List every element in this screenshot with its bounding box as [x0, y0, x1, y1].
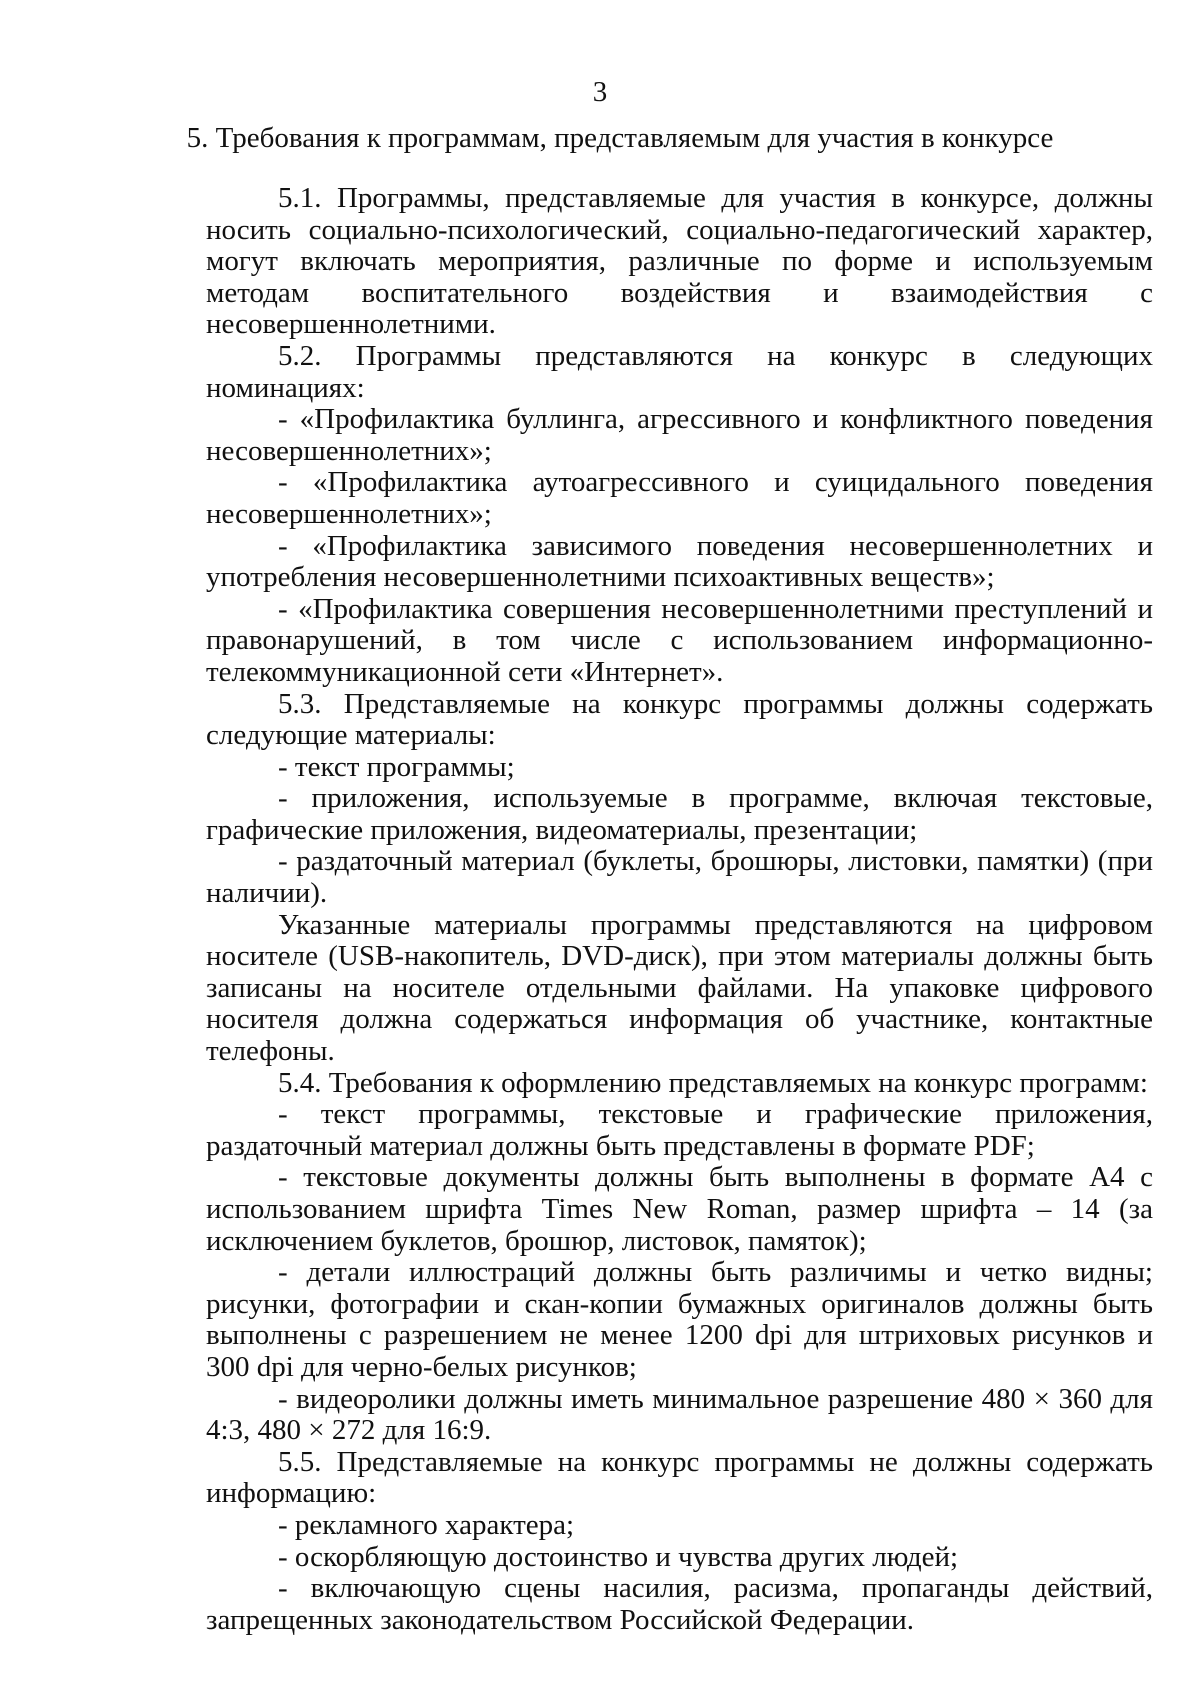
paragraph-5-4: 5.4. Требования к оформлению представляемых на конкурс программ: [278, 1066, 1148, 1099]
list-item-attachments: - приложения, используемые в программе, включая текстовые, графические приложения, видеоматериалы, презентации; [206, 782, 1153, 846]
paragraph-5-2: 5.2. Программы представляются на конкурс в следующих номинациях: [206, 339, 1153, 404]
paragraph-5-3: 5.3. Представляемые на конкурс программы должны содержать следующие материалы: [206, 687, 1153, 752]
list-item-program-text: - текст программы; [278, 750, 515, 783]
list-item-a4-format: - текстовые документы должны быть выполнены в формате А4 с использованием шрифта Times New Roman, размер шрифта – 14 (за исключением буклетов, брошюр, листовок, памяток); [206, 1161, 1153, 1257]
list-item-illustrations: - детали иллюстраций должны быть различимы и четко видны; рисунки, фотографии и скан-копии бумажных оригиналов должны быть выполнены с разрешением не менее 1200 dpi для штриховых рисунков и 300 dpi для черно-белых рисунков; [206, 1256, 1153, 1383]
paragraph-digital-media: Указанные материалы программы представляются на цифровом носителе (USB-накопитель, DVD-диск), при этом материалы должны быть записаны на носителе отдельными файлами. На упаковке цифрового носителя должна содержаться информация об участнике, контактные телефоны. [206, 908, 1153, 1068]
page-number: 3 [592, 76, 608, 108]
list-item-offensive: - оскорбляющую достоинство и чувства других людей; [278, 1540, 959, 1573]
list-item-video-resolution: - видеоролики должны иметь минимальное разрешение 480 × 360 для 4:3, 480 × 272 для 16:9. [206, 1382, 1153, 1447]
paragraph-5-1: 5.1. Программы, представляемые для участия в конкурсе, должны носить социально-психологический, социально-педагогический характер, могут включать мероприятия, различные по форме и используемым методам воспитательного воздействия и взаимодействия с несовершеннолетними. [206, 182, 1153, 341]
document-body [206, 183, 1153, 1636]
list-item-advertising: - рекламного характера; [278, 1508, 575, 1541]
list-item-nomination-offenses: - «Профилактика совершения несовершеннолетними преступлений и правонарушений, в том числе с использованием информационно-телекоммуникационной сети «Интернет». [206, 592, 1153, 688]
paragraph-5-5: 5.5. Представляемые на конкурс программы не должны содержать информацию: [206, 1445, 1153, 1510]
list-item-nomination-suicidal: - «Профилактика аутоагрессивного и суицидального поведения несовершеннолетних»; [206, 466, 1153, 530]
list-item-pdf-format: - текст программы, текстовые и графические приложения, раздаточный материал должны быть представлены в формате PDF; [206, 1098, 1153, 1162]
list-item-handouts: - раздаточный материал (буклеты, брошюры, листовки, памятки) (при наличии). [206, 845, 1153, 910]
list-item-violence: - включающую сцены насилия, расизма, пропаганды действий, запрещенных законодательством Российской Федерации. [206, 1572, 1153, 1636]
section-title: 5. Требования к программам, представляемым для участия в конкурсе [186, 122, 1054, 154]
list-item-nomination-bullying: - «Профилактика буллинга, агрессивного и конфликтного поведения несовершеннолетних»; [206, 403, 1153, 467]
list-item-nomination-addiction: - «Профилактика зависимого поведения несовершеннолетних и употребления несовершеннолетними психоактивных веществ»; [206, 529, 1153, 594]
